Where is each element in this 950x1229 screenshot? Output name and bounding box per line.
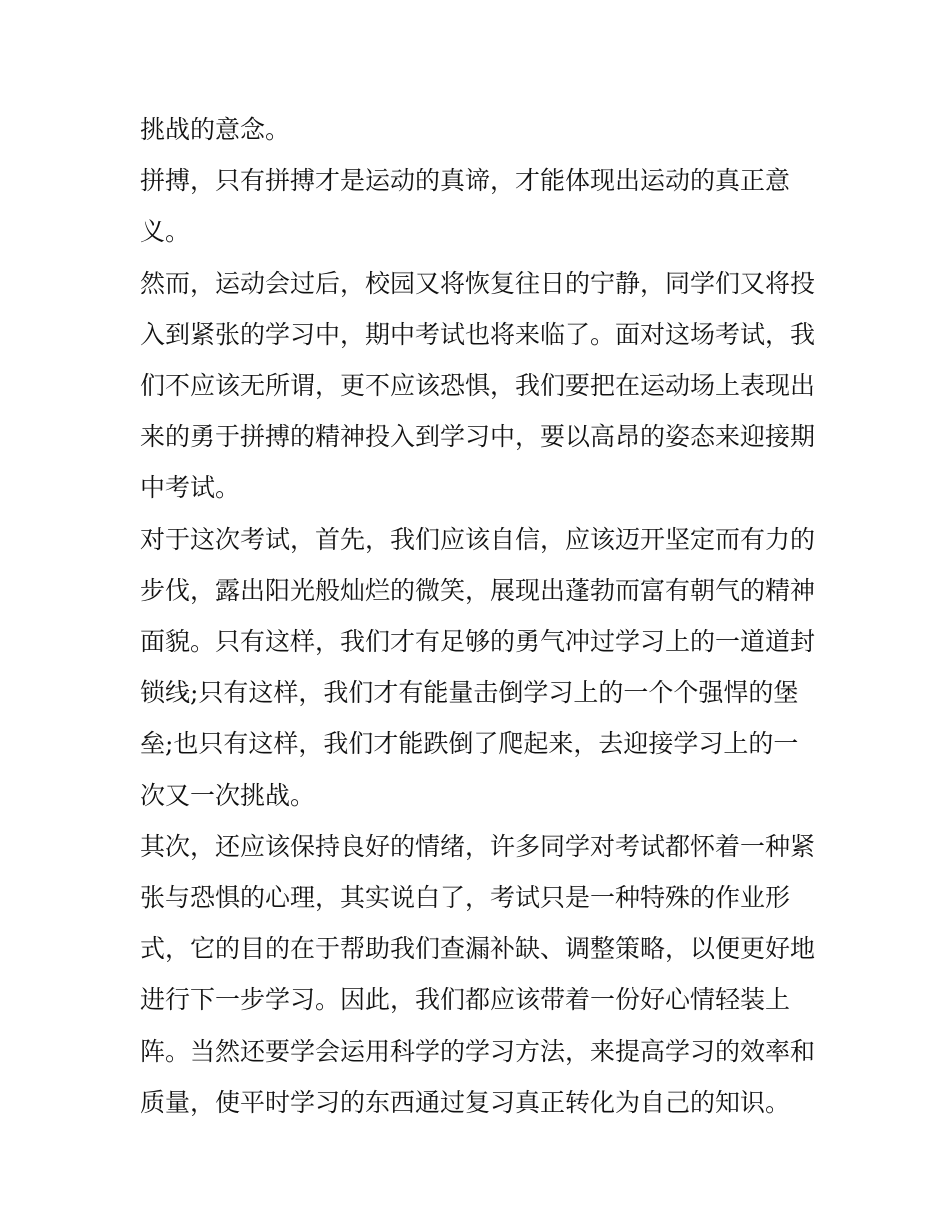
- paragraph-2: 拼搏，只有拼搏才是运动的真谛，才能体现出运动的真正意义。: [140, 166, 791, 247]
- document-body: [140, 104, 815, 1128]
- paragraph-5: 其次，还应该保持良好的情绪，许多同学对考试都怀着一种紧张与恐惧的心理，其实说白了，考试只是一种特殊的作业形式，它的目的在于帮助我们查漏补缺、调整策略，以便更好地进行下一步学习。因此，我们都应该带着一份好心情轻装上阵。当然还要学会运用科学的学习方法，来提高学习的效率和质量，使平时学习的东西通过复习真正转化为自己的知识。: [140, 831, 816, 1117]
- paragraph-4: 对于这次考试，首先，我们应该自信，应该迈开坚定而有力的步伐，露出阳光般灿烂的微笑，展现出蓬勃而富有朝气的精神面貌。只有这样，我们才有足够的勇气冲过学习上的一道道封锁线;只有这样，我们才有能量击倒学习上的一个个强悍的堡垒;也只有这样，我们才能跌倒了爬起来，去迎接学习上的一次又一次挑战。: [140, 524, 816, 810]
- paragraph-3: 然而，运动会过后，校园又将恢复往日的宁静，同学们又将投入到紧张的学习中，期中考试也将来临了。面对这场考试，我们不应该无所谓，更不应该恐惧，我们要把在运动场上表现出来的勇于拼搏的精神投入到学习中，要以高昂的姿态来迎接期中考试。: [140, 268, 816, 503]
- paragraph-1: 挑战的意念。: [140, 115, 291, 144]
